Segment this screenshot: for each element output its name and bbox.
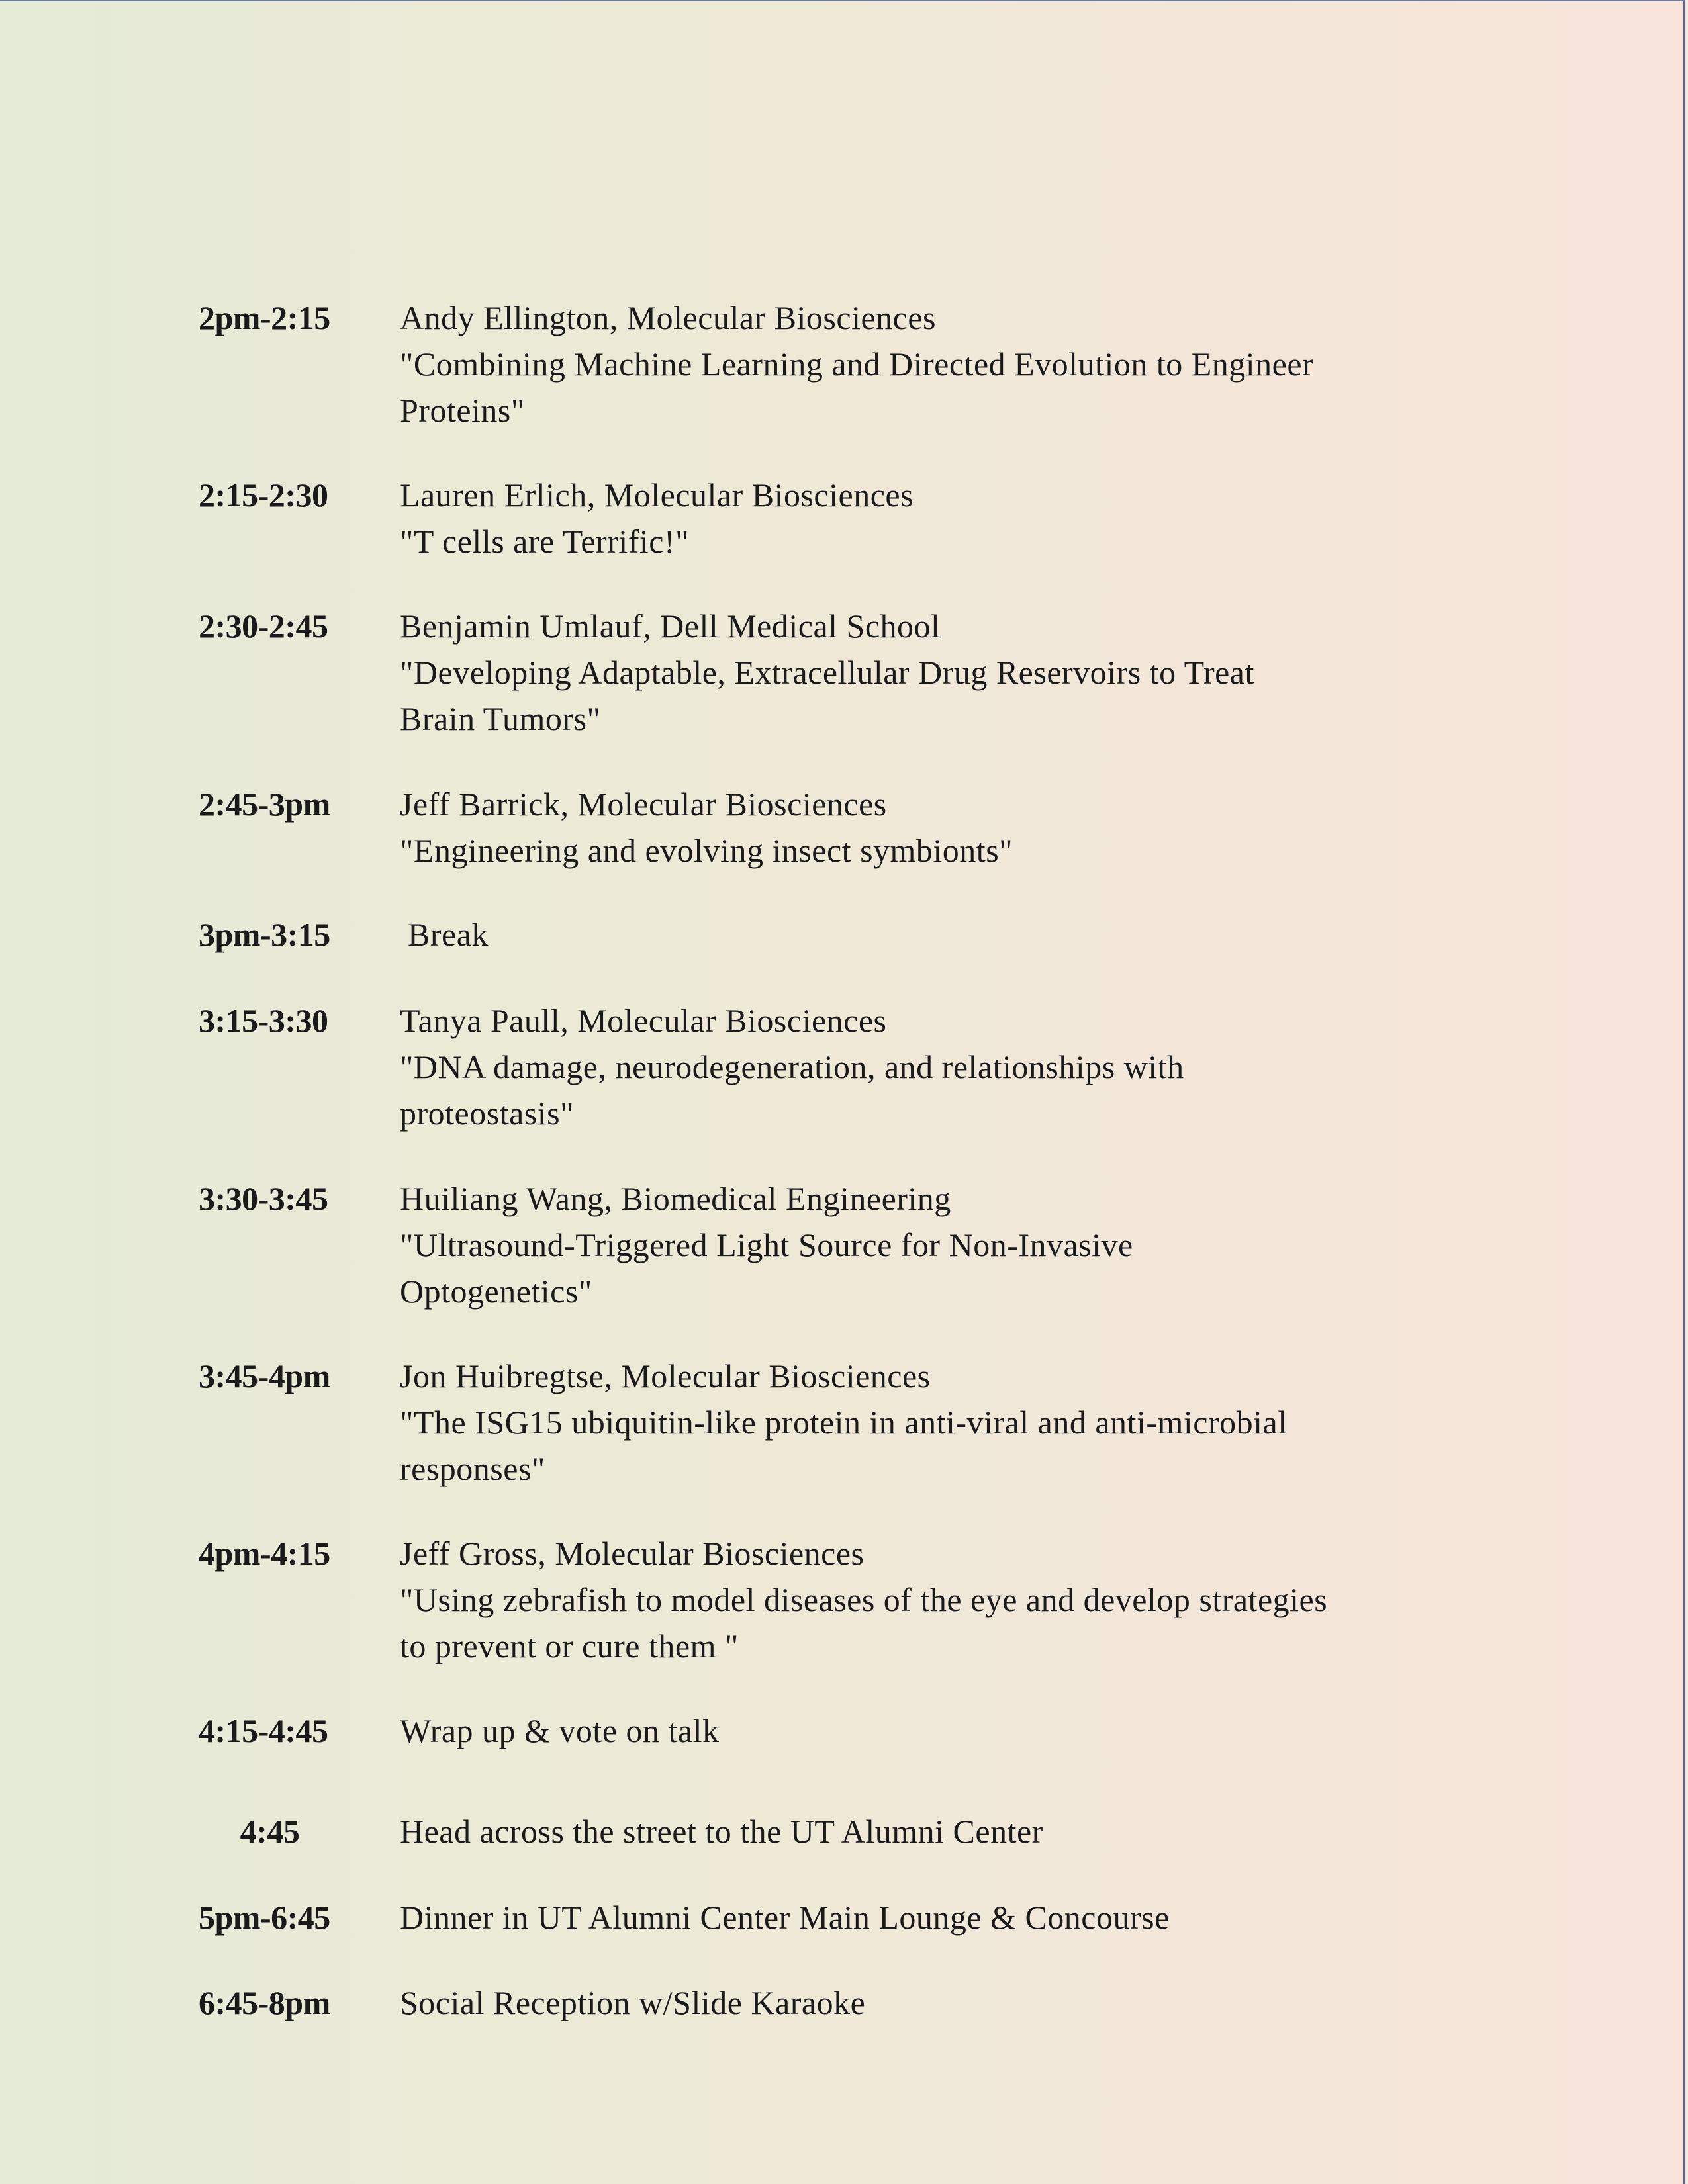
speaker-line: Jon Huibregtse, Molecular Biosciences	[400, 1357, 931, 1394]
entry-time: 2:30-2:45	[199, 608, 328, 645]
talk-title-line: responses"	[400, 1450, 545, 1487]
entry-details	[400, 603, 1525, 742]
speaker-line: Jeff Gross, Molecular Biosciences	[400, 1535, 865, 1572]
entry-details	[400, 1979, 1525, 2026]
entry-details	[400, 1175, 1525, 1314]
activity-line: Head across the street to the UT Alumni Center	[400, 1813, 1043, 1850]
entry-time: 2pm-2:15	[199, 299, 330, 336]
entry-time: 6:45-8pm	[199, 1984, 330, 2021]
talk-title-line: "Using zebrafish to model diseases of the eye and develop strategies	[400, 1581, 1328, 1618]
talk-title-line: Proteins"	[400, 392, 525, 429]
talk-title-line: "T cells are Terrific!"	[400, 523, 690, 560]
break-line: Break	[408, 916, 489, 953]
entry-time: 4:45	[240, 1813, 300, 1850]
entry-time: 4pm-4:15	[199, 1535, 330, 1572]
entry-time: 3:45-4pm	[199, 1357, 330, 1394]
speaker-line: Andy Ellington, Molecular Biosciences	[400, 299, 937, 336]
entry-time: 2:15-2:30	[199, 477, 328, 514]
talk-title-line: "Engineering and evolving insect symbionts"	[400, 832, 1013, 869]
activity-line: Wrap up & vote on talk	[400, 1712, 720, 1749]
speaker-line: Benjamin Umlauf, Dell Medical School	[400, 608, 941, 645]
talk-title-line: "Ultrasound-Triggered Light Source for Non-Invasive	[400, 1226, 1133, 1263]
entry-time: 2:45-3pm	[199, 786, 330, 823]
talk-title-line: "The ISG15 ubiquitin-like protein in anti-viral and anti-microbial	[400, 1404, 1288, 1441]
entry-details	[400, 1808, 1525, 1854]
talk-title-line: "Developing Adaptable, Extracellular Drug Reservoirs to Treat	[400, 654, 1254, 691]
entry-details	[400, 911, 1525, 958]
activity-line: Social Reception w/Slide Karaoke	[400, 1984, 866, 2021]
entry-time: 3pm-3:15	[199, 916, 330, 953]
entry-details	[400, 1530, 1525, 1669]
entry-time: 5pm-6:45	[199, 1899, 330, 1936]
entry-time: 3:30-3:45	[199, 1180, 328, 1217]
entry-time: 4:15-4:45	[199, 1712, 328, 1749]
talk-title-line: Optogenetics"	[400, 1273, 592, 1310]
entry-details	[400, 1353, 1525, 1492]
speaker-line: Lauren Erlich, Molecular Biosciences	[400, 477, 914, 514]
talk-title-line: Brain Tumors"	[400, 700, 601, 737]
talk-title-line: "Combining Machine Learning and Directed Evolution to Engineer	[400, 345, 1314, 383]
entry-details	[400, 1707, 1525, 1754]
speaker-line: Huiliang Wang, Biomedical Engineering	[400, 1180, 951, 1217]
speaker-line: Jeff Barrick, Molecular Biosciences	[400, 786, 887, 823]
entry-details	[400, 472, 1525, 565]
entry-time: 3:15-3:30	[199, 1002, 328, 1039]
talk-title-line: to prevent or cure them "	[400, 1627, 739, 1664]
entry-details	[400, 781, 1525, 874]
speaker-line: Tanya Paull, Molecular Biosciences	[400, 1002, 887, 1039]
talk-title-line: proteostasis"	[400, 1095, 574, 1132]
entry-details	[400, 1894, 1525, 1940]
entry-details	[400, 997, 1525, 1136]
talk-title-line: "DNA damage, neurodegeneration, and relationships with	[400, 1048, 1184, 1085]
entry-details	[400, 295, 1525, 433]
activity-line: Dinner in UT Alumni Center Main Lounge & Concourse	[400, 1899, 1170, 1936]
